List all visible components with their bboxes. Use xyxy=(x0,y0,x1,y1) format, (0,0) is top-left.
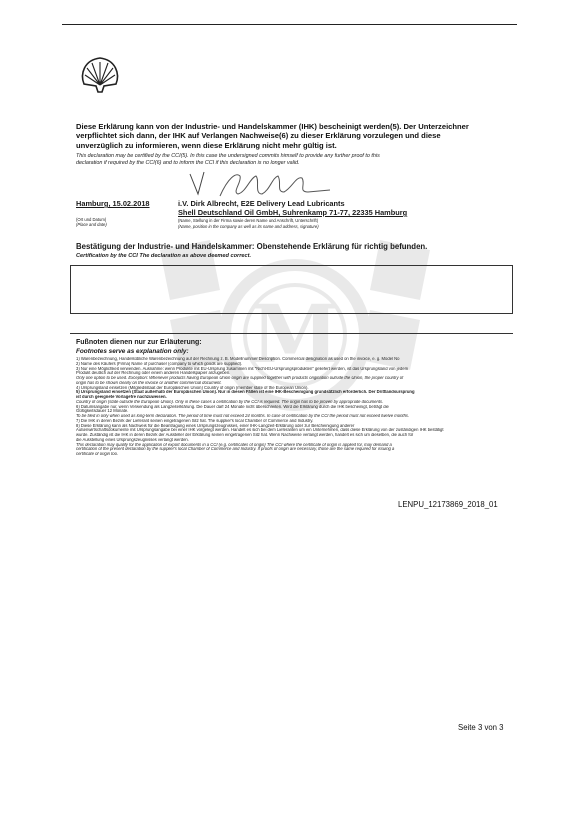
declaration-en-line: declaration if required by the CCI(6) and to inform the CCI if this declaration is no longer valid. xyxy=(76,159,300,166)
footnote-line: Produkt deutlich auf der Rechnung oder einem anderen Handelspapier anzugeben. xyxy=(76,371,231,376)
signer-name: i.V. Dirk Albrecht, E2E Delivery Lead Lubricants xyxy=(178,199,345,208)
footnote-line: 2) Name des Käufers (Firma) Name of purchaser (company to which goods are supplied). xyxy=(76,361,243,366)
footnote-line: 3) Nur eine Möglichkeit verwenden. Ausnahme: wenn Produkte mit EU-Ursprung zusammen mit "Nicht-EU-Ursprungsprodukten" geliefert werden, ist das Ursprungsland von jedem xyxy=(76,366,409,371)
footnote-line: 1) Warenbezeichnung, Handelsübliche Warenbezeichnung auf der Rechnung z. B. Modellnummer Description. Commercial designation as used on the invoice, e. g. Model No xyxy=(76,357,400,361)
footnotes-rule xyxy=(70,333,513,334)
declaration-de-line: unverzüglich zu informieren, wenn diese Erklärung nicht mehr gültig ist. xyxy=(76,140,337,150)
shell-logo-icon xyxy=(78,54,122,94)
footnote-line: origin has to be shown clearly on the invoice or another commercial document. xyxy=(76,380,222,385)
footnote-line: die Ausstellung eines Ursprungszeugnisses verlangt werden. xyxy=(76,437,189,442)
handwritten-signature xyxy=(180,168,360,200)
confirmation-english: Certification by the CCI The declaration as above deemed correct. xyxy=(76,253,252,259)
footnotes-heading-de: Fußnoten dienen nur zur Erläuterung: xyxy=(76,339,202,346)
footnote-line: 6) Datumsangabe nur, wenn Verwendung als Langzeiterklärung. Die Dauer darf 24 Monate nicht überschreiten. Wird die Erklärung durch die IHK bescheinigt, beträgt die xyxy=(76,404,389,409)
footnote-line: Country of origin (state outside the European Union). Only in these cases a certification by the CCI is required. The origin has to be proven by appropriate documents. xyxy=(76,399,384,404)
signer-company: Shell Deutschland Oil GmbH, Suhrenkamp 71-77, 22335 Hamburg xyxy=(178,208,408,217)
footnote-line: Außenwirtschaftsdokumente mit Ursprungsangabe bei einer IHK vorgelegt werden. Handelt es sich bei dem Lieferanten um ein Unternehmen, dass diese Erklärung von der zuständigen IHK bestätigt xyxy=(76,428,444,433)
footnote-line: 5) Ursprungsland einsetzen (Staat außerhalb der Europäischen Union). Nur in diesen Fällen ist eine IHK-Bescheinigung grundsätzlich erforderlich. Der Drittlandsursprung xyxy=(76,390,415,395)
signer-caption-en: (Name, position in the company as well as its name and address, signature) xyxy=(178,224,319,229)
document-reference: LENPU_12173869_2018_01 xyxy=(398,500,498,509)
footnotes-heading-en: Footnotes serve as explanation only: xyxy=(76,348,189,355)
footnote-line: Gültigkeitsdauer 12 Monate. xyxy=(76,409,129,414)
place-date-caption-de: (Ort und Datum) xyxy=(76,217,107,222)
declaration-en-line: This declaration may be certified by the CCI(5). In this case the undersigned commits himself to provide any further proof to this xyxy=(76,153,380,159)
place-date: Hamburg, 15.02.2018 xyxy=(76,199,150,208)
footnote-line: Only one option to be used. Exception: Whenever products having European Union origin are supplied together with products origination outside the Union, the proper country of xyxy=(76,376,404,380)
cci-certification-box xyxy=(70,265,513,314)
signer-caption-de: (Name, Stellung in der Firma sowie deren Name und Anschrift, Unterschrift) xyxy=(178,218,319,223)
svg-text:M: M xyxy=(250,287,340,381)
footnote-line: 8) Diese Erklärung kann als Nachweis für die Beantragung eines Ursprungszeugnisses, einer IHK-Langzeit-Erklärung oder zur Bescheinigung anderer xyxy=(76,423,355,428)
confirmation-german: Bestätigung der Industrie- und Handelskammer: Obenstehende Erklärung für richtig befunden. xyxy=(76,242,428,251)
declaration-de-line: verpflichtet sich dann, der IHK auf Verlangen Nachweise(6) zu dieser Erklärung vorzulegen und diese xyxy=(76,131,441,141)
top-rule xyxy=(62,24,517,25)
place-date-caption-en: (Place and date) xyxy=(76,222,107,227)
declaration-de-line: Diese Erklärung kann von der Industrie- und Handelskammer (IHK) bescheinigt werden(5). Der Unterzeichner xyxy=(76,122,469,131)
declaration-german xyxy=(76,122,521,150)
declaration-english xyxy=(76,153,521,167)
footnote-line: To be filed in only when used as long-term declaration. The period of time must not exceed 24 months. In case of certification by the CCI the period must not exceed twelve months. xyxy=(76,414,410,418)
footnote-line: ist durch geeignete Vorlagefre nachzuweisen. xyxy=(76,395,167,399)
footnote-line: 7) Die IHK in deren Bezirk der Lieferant seinen eingetragenen Sitz hat. The supplier's local Chamber of Commerce and Industry. xyxy=(76,418,314,423)
footnotes-list xyxy=(76,357,514,457)
footnote-line: certificate of origin too. xyxy=(76,452,119,456)
page-number: Seite 3 von 3 xyxy=(458,723,504,732)
footnote-line: 4) Ursprungsland einsetzen (Mitgliedsstaat der Europäischen Union) Country of origin (member state of the European Union). xyxy=(76,385,309,390)
footnote-line: This declaration may qualify for the application of export documents in a CCI (e.g. certificates of origin) The CCI where the certificate of origin is applied for, may demand a xyxy=(76,442,392,447)
footnote-line: wurde. Zuständig ist die IHK in deren Bezirk der Aussteller der Erklärung seinen eingetragenen Sitz hat. Wenn Nachweise verlangt werden, handelt es sich um dieselben, die auch für xyxy=(76,433,414,437)
footnote-line: certification of the present declaration by the supplier's local Chamber of Commerce and Industry. If proofs of origin are necessary, those are the same required for issuing a xyxy=(76,447,395,452)
